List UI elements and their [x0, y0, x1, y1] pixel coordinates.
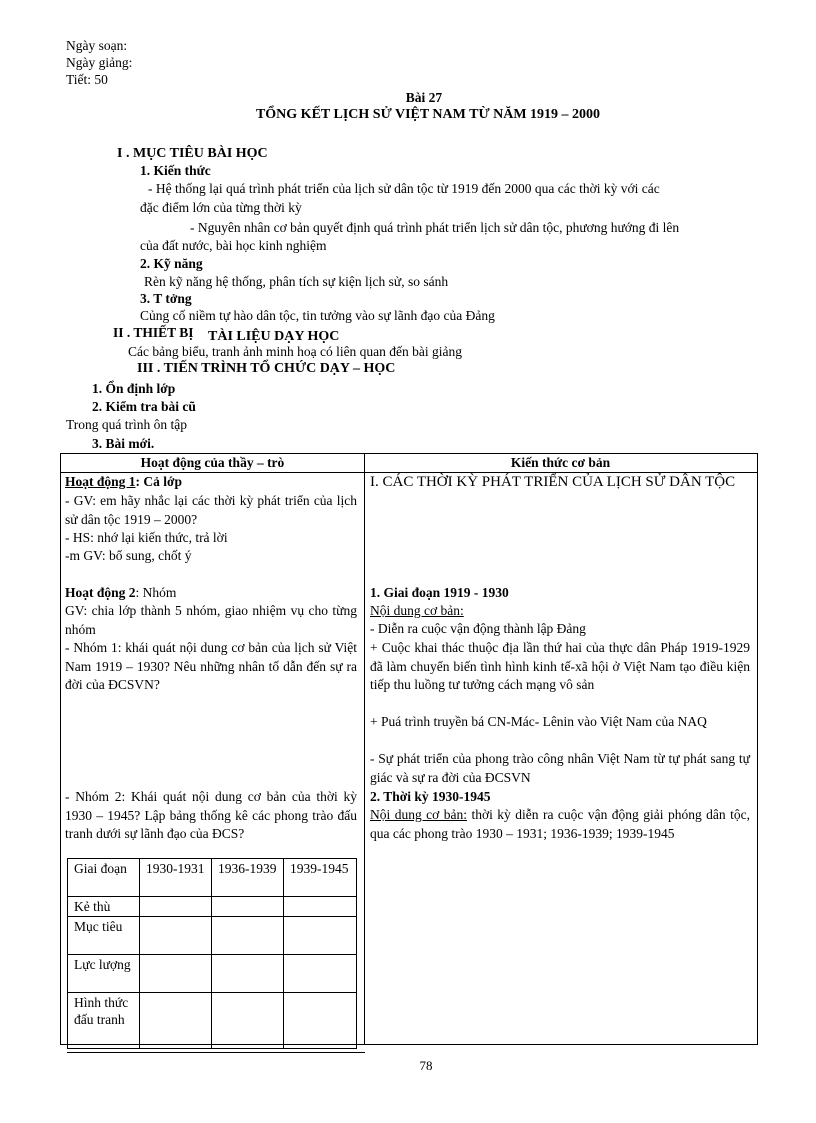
footnote-separator	[67, 1052, 365, 1053]
table-row	[68, 993, 357, 1049]
cell-goal: Mục tiêu	[68, 917, 140, 955]
lesson-title: TỔNG KẾT LỊCH SỬ VIỆT NAM TỪ NĂM 1919 – 2000	[255, 107, 601, 122]
cell-enemy: Kẻ thù	[68, 897, 140, 917]
period1-line4: - Sự phát triển của phong trào công nhân Việt Nam từ tự phát sang tự giác và sự ra đời của ĐCSVN	[370, 751, 750, 785]
thought-heading: 3. T tởng	[140, 291, 192, 306]
activity1-title: Hoạt động 1	[65, 474, 136, 489]
lesson-number: Bài 27	[405, 90, 443, 105]
knowledge-heading: 1. Kiến thức	[140, 163, 211, 178]
activity2-group2: - Nhóm 2: Khái quát nội dung cơ bản của thời kỳ 1930 – 1945? Lập bảng thống kê các phong trào đấu tranh dưới sự lãnh đạo của ĐCS?	[65, 789, 357, 841]
cell-period-label: Giai đoạn	[68, 859, 140, 897]
step-check: 2. Kiểm tra bài cũ	[92, 399, 196, 414]
table-row	[68, 917, 357, 955]
activity2: Hoạt động 2: Nhóm	[65, 585, 177, 600]
skills-text: Rèn kỹ năng hệ thống, phân tích sự kiện lịch sử, so sánh	[144, 274, 449, 289]
skills-heading: 2. Kỹ năng	[140, 256, 203, 271]
period1-title: 1. Giai đoạn 1919 - 1930	[370, 585, 509, 600]
knowledge-line2a: - Nguyên nhân cơ bản quyết định quá trình phát triển lịch sử dân tộc, phương hướng đi lên	[190, 220, 680, 235]
knowledge-line2b: của đất nước, bài học kinh nghiệm	[140, 238, 327, 253]
thought-text: Củng cố niềm tự hào dân tộc, tin tưởng vào sự lãnh đạo của Đảng	[140, 308, 495, 323]
activity1-teacher: -m GV: bổ sung, chốt ý	[65, 548, 192, 563]
knowledge-line1a: - Hệ thống lại quá trình phát triển của lịch sử dân tộc từ 1919 đến 2000 qua các thời kỳ với các	[148, 181, 660, 196]
table-row	[68, 897, 357, 917]
date-taught: Ngày giảng:	[66, 55, 133, 70]
section2-text: Các bảng biểu, tranh ảnh minh hoạ có liên quan đến bài giảng	[128, 344, 463, 359]
activity1-student: - HS: nhớ lại kiến thức, trả lời	[65, 530, 228, 545]
activity2-grouping: GV: chia lớp thành 5 nhóm, giao nhiệm vụ cho từng nhóm	[65, 603, 357, 637]
activity2-group1: - Nhóm 1: khái quát nội dung cơ bản của lịch sử Việt Nam 1919 – 1930? Nêu những nhân tố dẫn đến sự ra đời của ĐCSVN?	[65, 640, 357, 692]
step-new-lesson: 3. Bài mới.	[92, 436, 155, 451]
activity2-title: Hoạt động 2	[65, 585, 136, 600]
activity1: Hoạt động 1: Cả lớp	[65, 474, 182, 489]
knowledge-line1b: đặc điểm lớn của từng thời kỳ	[140, 200, 302, 215]
step-stabilize: 1. Ổn định lớp	[92, 381, 176, 396]
period1-line1: - Diễn ra cuộc vận động thành lập Đảng	[370, 621, 586, 636]
section2-heading-b: TÀI LIỆU DẠY HỌC	[208, 329, 340, 344]
table-row	[68, 859, 357, 897]
period-number: Tiết: 50	[66, 72, 108, 87]
period1-line2: + Cuộc khai thác thuộc địa lần thứ hai của thực dân Pháp 1919-1929 đã làm chuyển biến tình hình kinh tế-xã hội ở Việt Nam tạo điều kiện tiếp thu luồng tư tưởng cách mạng vô sản	[370, 640, 750, 692]
period2-title: 2. Thời kỳ 1930-1945	[370, 789, 491, 804]
cell-1930-1931: 1930-1931	[140, 859, 212, 897]
cell-struggle-form: Hình thức đấu tranh	[68, 993, 140, 1049]
table-row	[68, 955, 357, 993]
cell-1939-1945: 1939-1945	[284, 859, 357, 897]
activity1-question: - GV: em hãy nhắc lại các thời kỳ phát triển của lịch sử dân tộc 1919 – 2000?	[65, 493, 357, 527]
period2-subtitle: Nội dung cơ bản:	[370, 807, 467, 822]
cell-forces: Lực lượng	[68, 955, 140, 993]
cell-1936-1939: 1936-1939	[212, 859, 284, 897]
date-prepared: Ngày soạn:	[66, 38, 128, 53]
step-check-text: Trong quá trình ôn tập	[66, 417, 187, 432]
period1-line3: + Puá trình truyền bá CN-Mác- Lênin vào Việt Nam của NAQ	[370, 714, 707, 729]
page-number: 78	[419, 1058, 433, 1073]
col-header-activities: Hoạt động của thầy – trò	[140, 455, 285, 470]
period1-subtitle: Nội dung cơ bản:	[370, 603, 464, 618]
section2-heading-a: II . THIẾT BỊ	[113, 325, 194, 340]
col-header-knowledge: Kiến thức cơ bản	[510, 455, 611, 470]
movements-table	[67, 858, 357, 1049]
section3-heading: III . TIẾN TRÌNH TỔ CHỨC DẠY – HỌC	[137, 361, 396, 376]
section1-heading: I . MỤC TIÊU BÀI HỌC	[117, 146, 268, 161]
table-header-row	[61, 454, 757, 473]
period2-content: Nội dung cơ bản: thời kỳ diễn ra cuộc vận động giải phóng dân tộc, qua các phong trào 1930 – 1931; 1936-1939; 1939-1945	[370, 807, 750, 841]
right-section-heading: I. CÁC THỜI KỲ PHÁT TRIỂN CỦA LỊCH SỬ DÂN TỘC	[370, 474, 736, 490]
